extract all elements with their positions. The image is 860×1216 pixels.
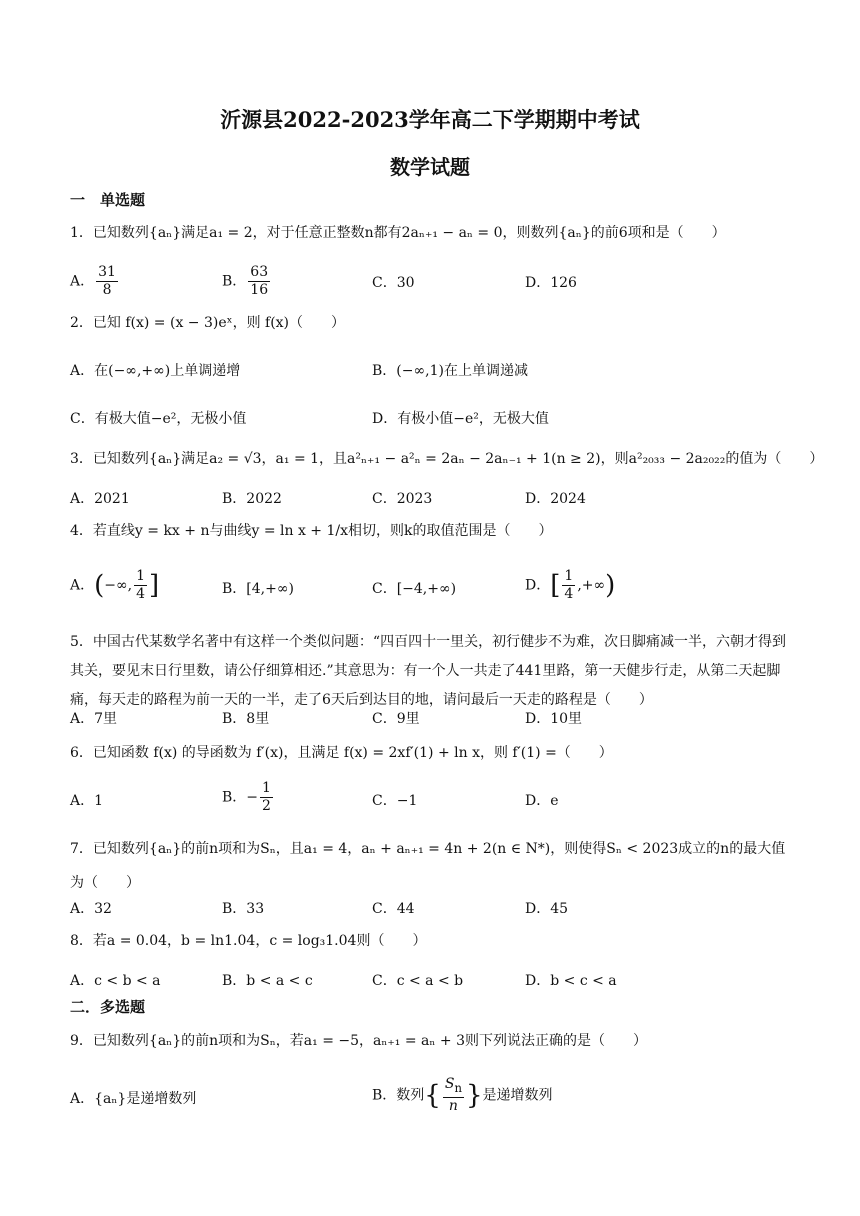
question-4-stem: 4．若直线y = kx + n与曲线y = ln x + 1/x相切，则k的取值范围是（ ） (70, 523, 553, 539)
question-8-option-a: A．c < b < a (70, 973, 161, 989)
question-1-option-a: A． $\frac{31}{8}$ (70, 264, 116, 298)
question-2-option-a: A．在(−∞,+∞)上单调递增 (70, 363, 241, 379)
question-9-option-a: A．{aₙ}是递增数列 (70, 1091, 197, 1107)
question-1-option-d: D．126 (525, 275, 577, 291)
question-5-option-d: D．10里 (525, 711, 583, 727)
question-2-option-d: D．有极小值−e²，无极大值 (372, 411, 549, 427)
question-7-option-b: B．33 (222, 901, 265, 917)
question-8-stem: 8．若a = 0.04，b = ln1.04，c = log₃1.04则（ ） (70, 933, 427, 949)
question-5-option-b: B．8里 (222, 711, 270, 727)
question-6-option-c: C．−1 (372, 793, 418, 809)
question-2-stem: 2．已知 f(x) = (x − 3)eˣ，则 f(x)（ ） (70, 315, 346, 331)
question-7-option-d: D．45 (525, 901, 569, 917)
question-4-option-a: A．(−∞, $\frac{1}{4}$ ] (70, 568, 160, 602)
question-9-option-b: B．数列{ $\frac{S_n}{n}$ }是递增数列 (372, 1076, 553, 1114)
question-3-option-d: D．2024 (525, 491, 586, 507)
page-title: 沂源县2022-2023学年高二下学期期中考试 (220, 107, 640, 132)
question-5-option-c: C．9里 (372, 711, 420, 727)
question-1-stem: 1．已知数列{aₙ}满足a₁ = 2，对于任意正整数n都有2aₙ₊₁ − aₙ = 0，则数列{aₙ}的前6项和是（ ） (70, 225, 726, 241)
question-4-option-d: D．[ $\frac{1}{4}$ ,+∞) (525, 568, 616, 602)
question-7-option-c: C．44 (372, 901, 415, 917)
question-8-option-d: D．b < c < a (525, 973, 617, 989)
question-9-stem: 9．已知数列{aₙ}的前n项和为Sₙ，若a₁ = −5，aₙ₊₁ = aₙ + 3则下列说法正确的是（ ） (70, 1033, 647, 1049)
question-2-option-b: B．(−∞,1)在上单调递减 (372, 363, 528, 379)
question-4-option-c: C．[−4,+∞) (372, 581, 457, 597)
section-heading-multi-choice: 二．多选题 (70, 998, 146, 1016)
question-1-option-b: B． $\frac{63}{16}$ (222, 264, 269, 298)
question-6-option-b: B．− $\frac{1}{2}$ (222, 780, 271, 814)
question-6-option-a: A．1 (70, 793, 104, 809)
question-3-option-a: A．2021 (70, 491, 130, 507)
question-6-option-d: D．e (525, 793, 559, 809)
question-8-option-b: B．b < a < c (222, 973, 313, 989)
question-7-option-a: A．32 (70, 901, 112, 917)
question-5-option-a: A．7里 (70, 711, 118, 727)
question-3-stem: 3．已知数列{aₙ}满足a₂ = √3，a₁ = 1，且a²ₙ₊₁ − a²ₙ = 2aₙ − 2aₙ₋₁ + 1(n ≥ 2)，则a²₂₀₃₃ − 2a₂₀₂₂的值为（ ） (70, 451, 824, 467)
question-4-option-b: B．[4,+∞) (222, 581, 294, 597)
page-subtitle: 数学试题 (390, 155, 470, 179)
question-5-stem: 5．中国古代某数学名著中有这样一个类似问题：“四百四十一里关，初行健步不为难，次日脚痛减一半，六朝才得到其关，要见末日行里数，请公仔细算相还.”其意思为：有一个人一共走了441里路，第一天健步行走，从第二天起脚痛，每天走的路程为前一天的一半，走了6天后到达目的地，请问最后一天走的路程是（ ） (70, 634, 787, 708)
question-7-stem: 7．已知数列{aₙ}的前n项和为Sₙ，且a₁ = 4，aₙ + aₙ₊₁ = 4n + 2(n ∈ N*)，则使得Sₙ < 2023成立的n的最大值为（ ） (70, 841, 786, 891)
section-heading-single-choice: 一 单选题 (70, 191, 146, 209)
question-1-option-c: C．30 (372, 275, 415, 291)
question-2-option-c: C．有极大值−e²，无极小值 (70, 411, 247, 427)
question-3-option-b: B．2022 (222, 491, 282, 507)
question-8-option-c: C．c < a < b (372, 973, 464, 989)
question-6-stem: 6．已知函数 f(x) 的导函数为 f′(x)，且满足 f(x) = 2xf′(1) + ln x，则 f′(1) =（ ） (70, 745, 613, 761)
question-3-option-c: C．2023 (372, 491, 433, 507)
